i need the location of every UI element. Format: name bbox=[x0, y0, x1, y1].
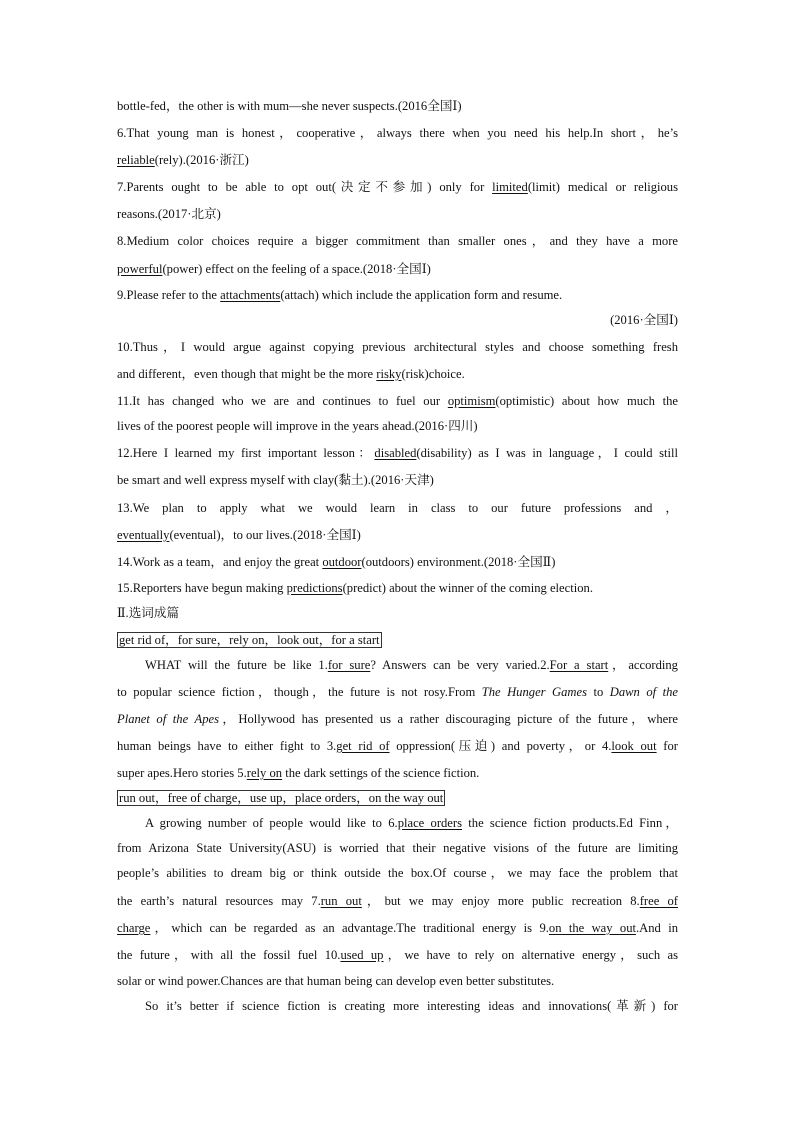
text-segment: oppression(压迫) and poverty，or 4. bbox=[389, 739, 612, 753]
text-segment: (optimistic) about how much the bbox=[495, 394, 679, 408]
answer-blank: attachments bbox=[220, 288, 281, 302]
text-segment: the future，with all the fossil fuel 10. bbox=[117, 948, 341, 962]
answer-blank: run out bbox=[320, 894, 362, 908]
text-segment: 8.Medium color choices require a bigger commitment than smaller ones，and they have a more bbox=[117, 234, 678, 248]
line-16 bbox=[117, 500, 678, 516]
text-segment: 6.That young man is honest，cooperative，always there when you need his help.In short，he’s bbox=[117, 126, 678, 140]
text-segment: ，but we may enjoy more public recreation 8. bbox=[361, 894, 640, 908]
text-segment: ? Answers can be very varied.2. bbox=[370, 658, 550, 672]
answer-blank: for sure bbox=[327, 658, 371, 672]
text-segment: 12.Here I learned my first important lesson： bbox=[117, 446, 375, 460]
answer-blank: limited bbox=[492, 180, 528, 194]
answer-blank: predictions bbox=[286, 581, 343, 595]
text-segment: (power) effect on the feeling of a space.(2018·全国Ⅰ) bbox=[162, 262, 431, 276]
line-14 bbox=[117, 445, 678, 461]
line-17 bbox=[117, 527, 678, 543]
text-segment: 10.Thus，I would argue against copying previous architectural styles and choose something fresh bbox=[117, 340, 678, 354]
line-24 bbox=[117, 711, 678, 727]
line-8 bbox=[117, 287, 678, 303]
text-segment: ，we have to rely on alternative energy，such as bbox=[383, 948, 678, 962]
word-bank: get rid of，for sure，rely on，look out，for a start bbox=[119, 633, 380, 647]
line-22 bbox=[117, 657, 678, 673]
text-segment: The Hunger Games bbox=[481, 685, 588, 699]
line-1 bbox=[117, 98, 678, 114]
line-23 bbox=[117, 684, 678, 700]
text-segment: (2016·全国Ⅰ) bbox=[610, 313, 678, 327]
line-31 bbox=[117, 893, 678, 909]
line-9 bbox=[117, 312, 678, 328]
word-bank: run out，free of charge，use up，place orders，on the way out bbox=[119, 791, 444, 805]
line-29 bbox=[117, 840, 678, 856]
answer-blank: rely on bbox=[246, 766, 283, 780]
answer-blank: outdoor bbox=[322, 555, 362, 569]
text-segment: Dawn of the bbox=[609, 685, 678, 699]
text-segment: from Arizona State University(ASU) is worried that their negative visions of the future are limiting bbox=[117, 841, 678, 855]
text-segment: (predict) about the winner of the coming election. bbox=[342, 581, 593, 595]
line-35 bbox=[117, 998, 678, 1014]
line-4 bbox=[117, 179, 678, 195]
text-segment: 9.Please refer to the bbox=[117, 288, 221, 302]
text-segment: to bbox=[587, 685, 610, 699]
answer-blank: For a start bbox=[549, 658, 609, 672]
text-segment: people’s abilities to dream big or think outside the box.Of course，we may face the problem that bbox=[117, 866, 678, 880]
section-heading bbox=[117, 605, 678, 621]
line-25 bbox=[117, 738, 678, 754]
line-26 bbox=[117, 765, 678, 781]
line-28 bbox=[117, 815, 678, 831]
text-segment: the science fiction products.Ed Finn， bbox=[462, 816, 678, 830]
word-box-1 bbox=[117, 632, 678, 648]
text-segment: (risk)choice. bbox=[401, 367, 465, 381]
text-segment: 13.We plan to apply what we would learn in class to our future professions and ， bbox=[117, 501, 678, 515]
line-2 bbox=[117, 125, 678, 141]
text-segment: (disability) as I was in language，I could still bbox=[416, 446, 678, 460]
answer-blank: get rid of bbox=[336, 739, 390, 753]
text-segment: and different，even though that might be the more bbox=[117, 367, 377, 381]
text-segment: be smart and well express myself with clay(黏土).(2016·天津) bbox=[117, 473, 434, 487]
answer-blank: look out bbox=[611, 739, 657, 753]
answer-blank: charge bbox=[117, 921, 151, 935]
answer-blank: free of bbox=[639, 894, 678, 908]
answer-blank: reliable bbox=[117, 153, 155, 167]
text-segment: (eventual)，to our lives.(2018·全国Ⅰ) bbox=[169, 528, 361, 542]
text-segment: ，which can be regarded as an advantage.The traditional energy is 9. bbox=[150, 921, 549, 935]
text-segment: lives of the poorest people will improve in the years ahead.(2016·四川) bbox=[117, 419, 478, 433]
text-segment: A growing number of people would like to 6. bbox=[145, 816, 398, 830]
text-segment: So it’s better if science fiction is creating more interesting ideas and innovations(革新) for bbox=[145, 999, 678, 1013]
text-segment: ，according bbox=[608, 658, 678, 672]
line-5 bbox=[117, 206, 678, 222]
line-19 bbox=[117, 580, 678, 596]
answer-blank: powerful bbox=[117, 262, 163, 276]
text-segment: 15.Reporters have begun making bbox=[117, 581, 287, 595]
answer-blank: disabled bbox=[374, 446, 417, 460]
answer-blank: risky bbox=[376, 367, 402, 381]
text-segment: super apes.Hero stories 5. bbox=[117, 766, 247, 780]
text-segment: solar or wind power.Chances are that human being can develop even better substitutes. bbox=[117, 974, 555, 988]
text-segment: .And in bbox=[636, 921, 679, 935]
answer-blank: eventually bbox=[117, 528, 170, 542]
line-32 bbox=[117, 920, 678, 936]
line-34 bbox=[117, 973, 678, 989]
answer-blank: optimism bbox=[447, 394, 496, 408]
line-33 bbox=[117, 947, 678, 963]
line-11 bbox=[117, 366, 678, 382]
text-segment: (rely).(2016·浙江) bbox=[154, 153, 249, 167]
line-15 bbox=[117, 472, 678, 488]
text-segment: human beings have to either fight to 3. bbox=[117, 739, 337, 753]
text-segment: to popular science fiction，though，the future is not rosy.From bbox=[117, 685, 482, 699]
text-segment: (outdoors) environment.(2018·全国Ⅱ) bbox=[361, 555, 556, 569]
line-30 bbox=[117, 865, 678, 881]
text-segment: WHAT will the future be like 1. bbox=[145, 658, 328, 672]
line-7 bbox=[117, 261, 678, 277]
text-segment: reasons.(2017·北京) bbox=[117, 207, 221, 221]
text-segment: 14.Work as a team，and enjoy the great bbox=[117, 555, 323, 569]
answer-blank: place orders bbox=[397, 816, 462, 830]
line-6 bbox=[117, 233, 678, 249]
text-segment: 11.It has changed who we are and continues to fuel our bbox=[117, 394, 448, 408]
line-12 bbox=[117, 393, 678, 409]
text-segment: bottle-fed，the other is with mum—she never suspects.(2016全国Ⅰ) bbox=[117, 99, 462, 113]
text-segment: (attach) which include the application form and resume. bbox=[280, 288, 563, 302]
text-segment: for bbox=[656, 739, 678, 753]
text-segment: 7.Parents ought to be able to opt out(决定不参加) only for bbox=[117, 180, 493, 194]
line-3 bbox=[117, 152, 678, 168]
word-box-2 bbox=[117, 790, 678, 806]
line-13 bbox=[117, 418, 678, 434]
text-segment: Ⅱ.选词成篇 bbox=[117, 606, 180, 620]
answer-blank: on the way out bbox=[548, 921, 637, 935]
text-segment: Planet of the Apes bbox=[117, 712, 219, 726]
line-10 bbox=[117, 339, 678, 355]
text-segment: the dark settings of the science fiction. bbox=[282, 766, 480, 780]
text-segment: ，Hollywood has presented us a rather discouraging picture of the future，where bbox=[218, 712, 678, 726]
text-segment: the earth’s natural resources may 7. bbox=[117, 894, 321, 908]
line-18 bbox=[117, 554, 678, 570]
answer-blank: used up bbox=[340, 948, 384, 962]
text-segment: (limit) medical or religious bbox=[527, 180, 678, 194]
